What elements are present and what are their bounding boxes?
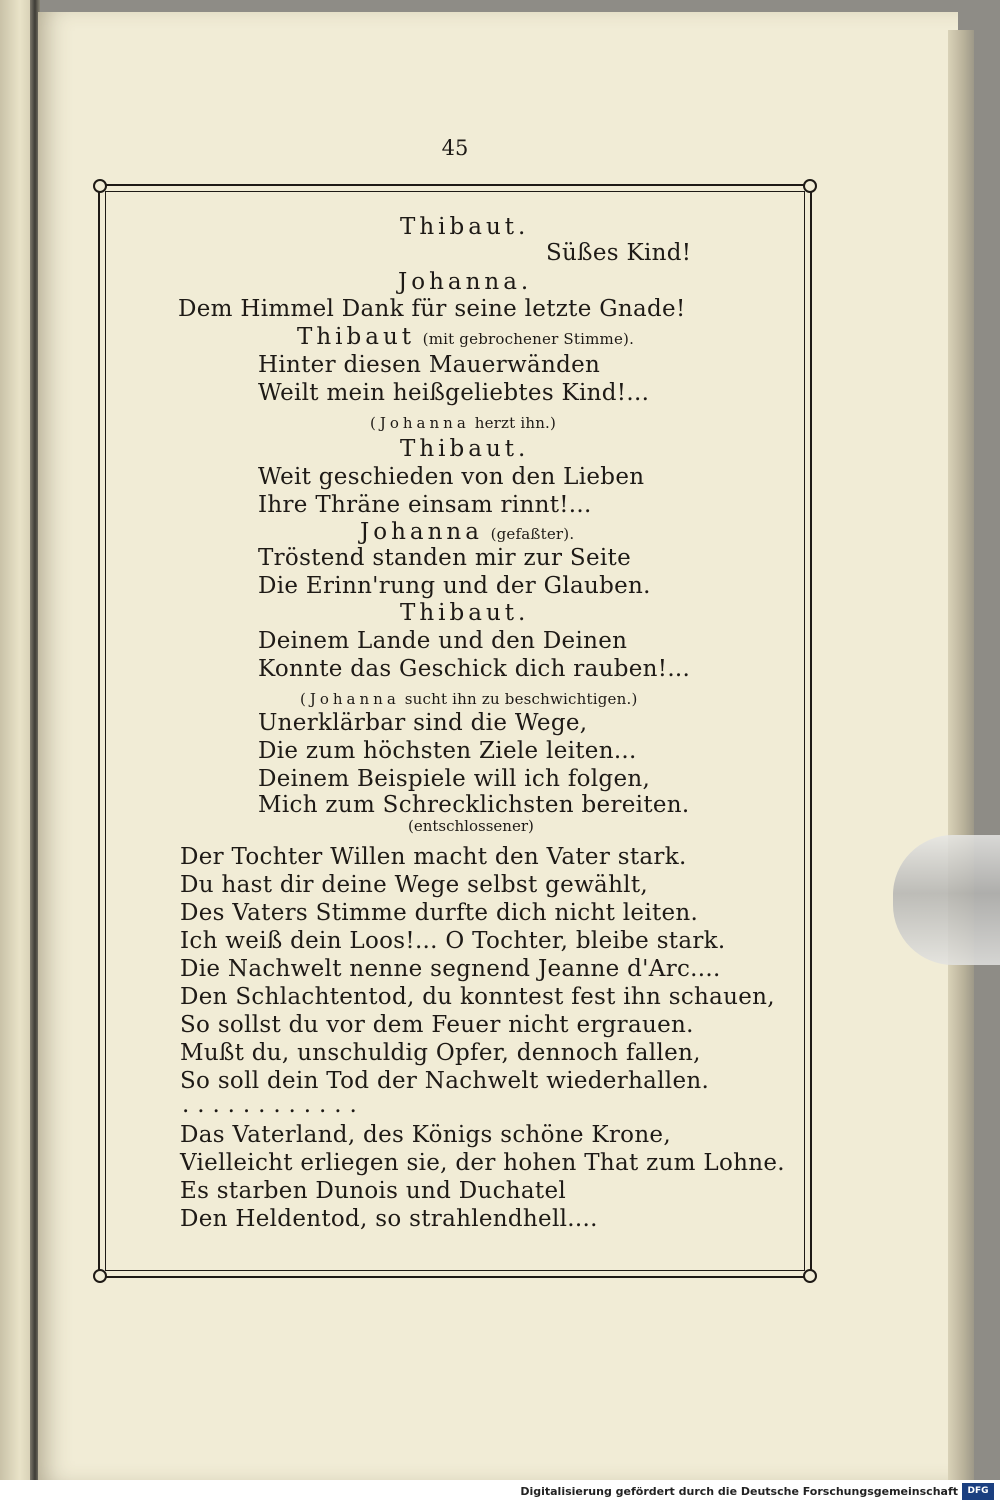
verse-line: Der Tochter Willen macht den Vater stark. [180, 844, 687, 870]
verse-line: Den Heldentod, so strahlendhell.... [180, 1206, 598, 1232]
stage-direction-line: (entschlossener) [408, 817, 534, 835]
speaker-heading: Johanna. [398, 269, 533, 295]
verse-line: Dem Himmel Dank für seine letzte Gnade! [178, 296, 686, 322]
verse-line: Des Vaters Stimme durfte dich nicht leiten. [180, 900, 699, 926]
verse-line: Deinem Lande und den Deinen [258, 628, 628, 654]
stage-direction: sucht ihn zu beschwichtigen.) [404, 690, 638, 708]
verse-line: Die zum höchsten Ziele leiten... [258, 738, 637, 764]
verse-line: Konnte das Geschick dich rauben!... [258, 656, 691, 682]
page-number: 45 [441, 136, 469, 160]
verse-line: Ihre Thräne einsam rinnt!... [258, 492, 592, 518]
speaker-name: (Johanna [300, 690, 400, 708]
verse-line: Tröstend standen mir zur Seite [258, 545, 632, 571]
verse-line: Unerklärbar sind die Wege, [258, 710, 588, 736]
verse-line: So sollst du vor dem Feuer nicht ergrauen. [180, 1012, 694, 1038]
verse-line: Den Schlachtentod, du konntest fest ihn schauen, [180, 984, 775, 1010]
verse-line: Hinter diesen Mauerwänden [258, 352, 601, 378]
speaker-name: Johanna [360, 519, 483, 545]
stage-direction: herzt ihn.) [474, 414, 557, 432]
verse-line: Deinem Beispiele will ich folgen, [258, 766, 651, 792]
verse-line: Es starben Dunois und Duchatel [180, 1178, 567, 1204]
speaker-name: (Johanna [370, 414, 470, 432]
stage-direction: (gefaßter). [490, 525, 575, 543]
verse-line: Die Erinn'rung und der Glauben. [258, 573, 651, 599]
verse-line: So soll dein Tod der Nachwelt wiederhallen. [180, 1068, 710, 1094]
paper-clip-reflection [893, 835, 1000, 965]
speaker-heading: Thibaut. [400, 436, 530, 462]
verse-line: Mußt du, unschuldig Opfer, dennoch fallen, [180, 1040, 701, 1066]
verse-line: Vielleicht erliegen sie, der hohen That zum Lohne. [180, 1150, 785, 1176]
speaker-heading: Thibaut. [400, 214, 530, 240]
verse-line: Weit geschieden von den Lieben [258, 464, 645, 490]
verse-line: Weilt mein heißgeliebtes Kind!... [258, 380, 650, 406]
digitization-footer [0, 1480, 1000, 1504]
speaker-name: Thibaut [297, 324, 416, 350]
verse-line: Mich zum Schrecklichsten bereiten. [258, 792, 690, 818]
verse-line: Das Vaterland, des Königs schöne Krone, [180, 1122, 671, 1148]
dfg-logo: DFG [962, 1483, 994, 1500]
speaker-heading: Thibaut. [400, 600, 530, 626]
verse-line: Ich weiß dein Loos!... O Tochter, bleibe stark. [180, 928, 726, 954]
verse-line: Du hast dir deine Wege selbst gewählt, [180, 872, 648, 898]
stage-direction: (mit gebrochener Stimme). [422, 330, 635, 348]
footer-credit: Digitalisierung gefördert durch die Deutsche Forschungsgemeinschaft [520, 1485, 958, 1498]
ellipsis-line: . . . . . . . . . . . . [182, 1092, 358, 1118]
verse-line: Die Nachwelt nenne segnend Jeanne d'Arc.... [180, 956, 721, 982]
verse-line: Süßes Kind! [546, 240, 692, 266]
